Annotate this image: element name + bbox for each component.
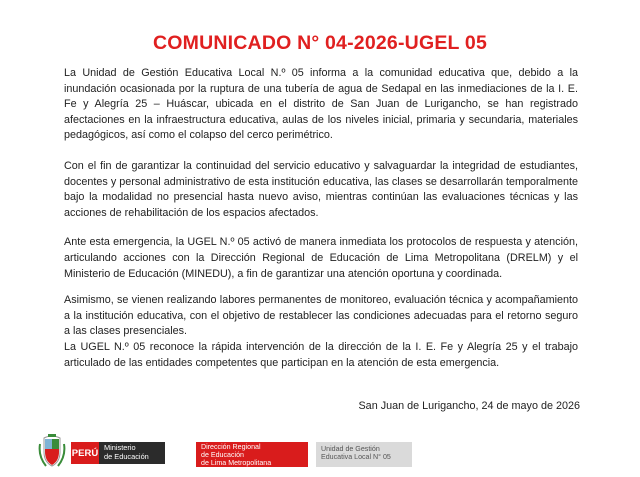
peru-label: PERÚ — [71, 442, 99, 464]
drelm-logo: Dirección Regional de Educación de Lima Metropolitana — [196, 442, 308, 467]
paragraph-2: Con el fin de garantizar la continuidad del servicio educativo y salvaguardar la integridad de estudiantes, docentes y personal administrativo de esta institución educativa, las clases se desarrollarán temporalmente bajo la modalidad no presencial hasta nuevo aviso, mientras continúan las evaluaciones técnicas y las acciones de rehabilitación de los espacios afectados. — [64, 159, 578, 219]
paragraph-4: Asimismo, se vienen realizando labores permanentes de monitoreo, evaluación técnica y acompañamiento a la institución educativa, con el objetivo de restablecer las condiciones adecuadas para el retorno seguro a las clases presenciales. — [64, 294, 578, 338]
ugel-logo: Unidad de Gestión Educativa Local N° 05 — [316, 442, 412, 467]
institutional-footer — [38, 434, 598, 470]
minedu-logo — [71, 442, 165, 464]
ministry-label: Ministerio de Educación — [99, 442, 165, 464]
paragraph-3: Ante esta emergencia, la UGEL N.º 05 activó de manera inmediata los protocolos de respuesta y atención, articulando acciones con la Dirección Regional de Educación de Lima Metropolitana (DRELM) y el Ministerio de Educación (MINEDU), a fin de garantizar una atención oportuna y coordinada. — [64, 236, 578, 280]
page-title: COMUNICADO N° 04-2026-UGEL 05 — [153, 32, 487, 54]
date-line: San Juan de Lurigancho, 24 de mayo de 2026 — [358, 400, 580, 412]
paragraph-5: La UGEL N.º 05 reconoce la rápida intervención de la dirección de la I. E. Fe y Alegría 25 y el trabajo articulado de las entidades competentes que participan en la atención de esta emergencia. — [64, 340, 578, 369]
coat-of-arms-icon — [38, 434, 66, 470]
communique-body — [64, 66, 578, 371]
paragraph-1: La Unidad de Gestión Educativa Local N.º 05 informa a la comunidad educativa que, debido a la inundación ocasionada por la ruptura de una tubería de agua de Sedapal en las inmediaciones de la I. E. Fe y Alegría 25 – Huáscar, ubicada en el distrito de San Juan de Lurigancho, se han registrado afectaciones en la infraestructura educativa, aulas de los niveles inicial, primaria y secundaria, materiales pedagógicos, así como el colapso del cerco perimétrico. — [64, 67, 578, 142]
